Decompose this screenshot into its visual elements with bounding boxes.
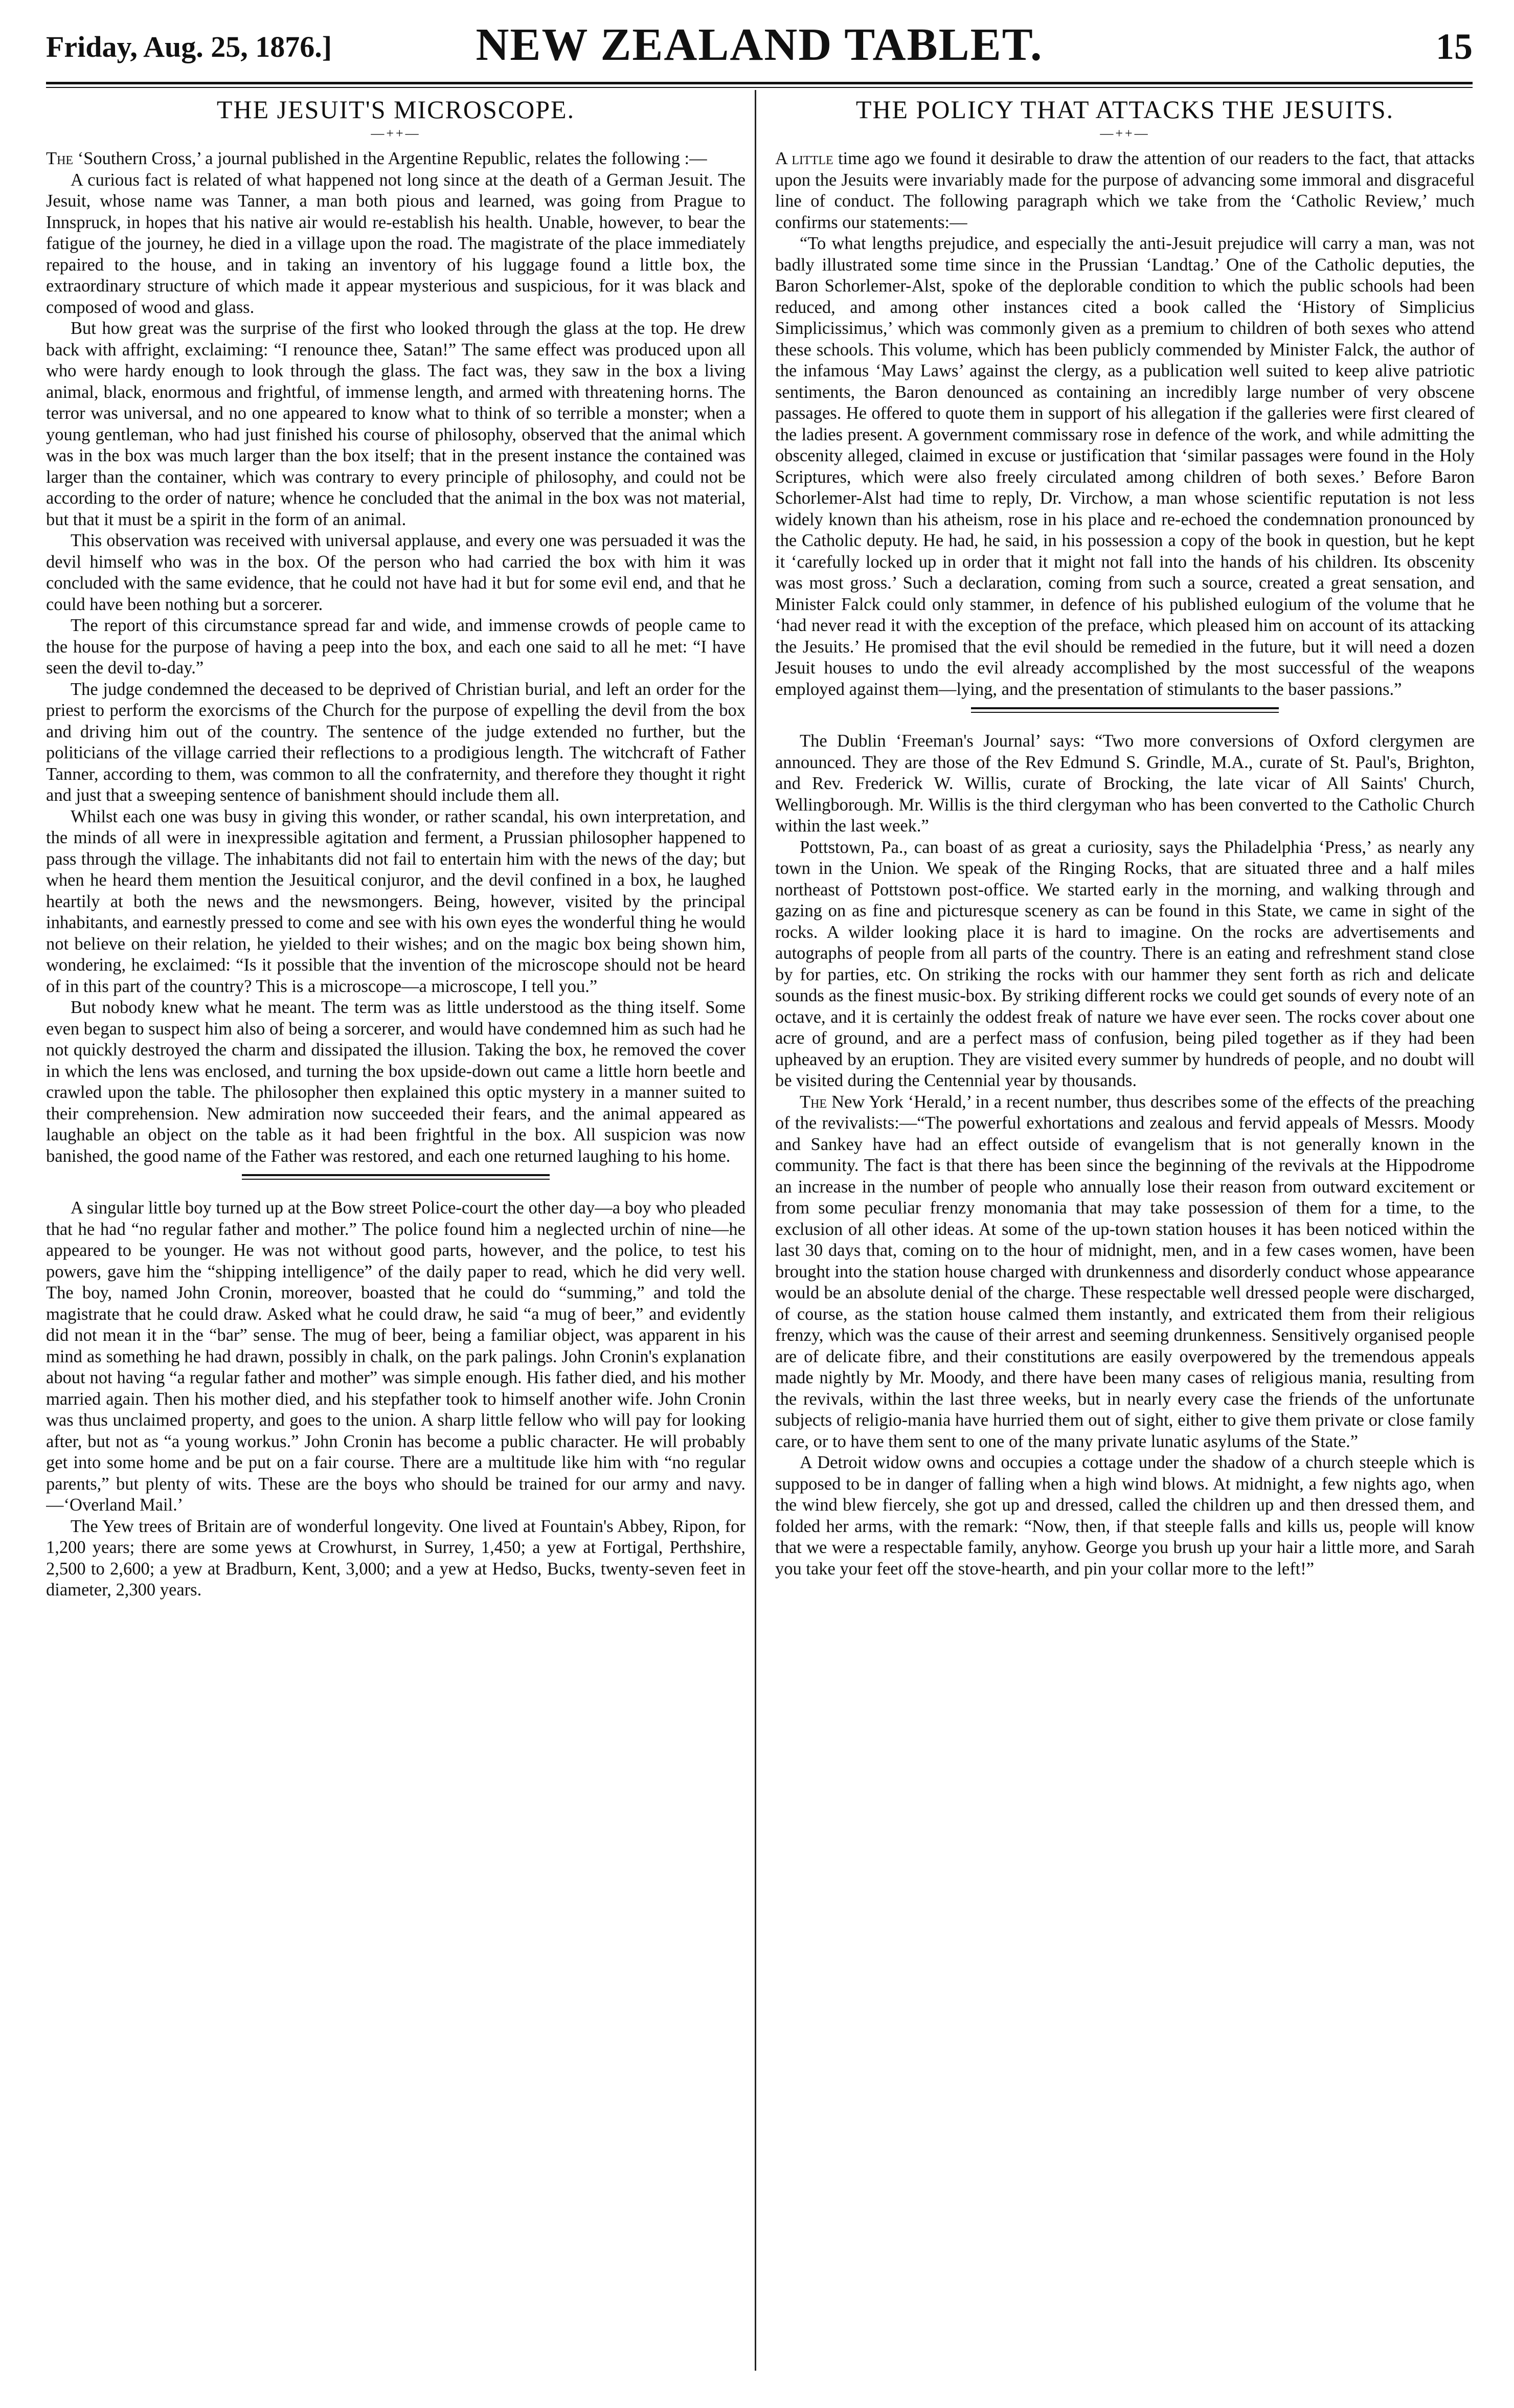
news-item-herald xyxy=(775,1092,1475,1453)
article-paragraph: A curious fact is related of what happened not long since at the death of a German Jesuit. The Jesuit, whose name was Tanner, a man both pious and learned, was going from Prague to Innspruck, in hopes that his native air would re-establish his health. Unable, however, to bear the fatigue of the journey, he died in a village upon the road. The magistrate of the place immediately repaired to the house, and in taking an inventory of his luggage found a little box, the extraordinary structure of which made it appear mysterious and suspicious, for it was black and composed of wood and glass. xyxy=(46,170,745,317)
issue-date: Friday, Aug. 25, 1876.] xyxy=(46,30,332,63)
news-item-cronin: A singular little boy turned up at the Bow street Police-court the other day—a boy who pleaded that he had “no regular father and mother.” The police found him a neglected urchin of nine—he appeared to be younger. He was not without good parts, however, and the police, to test his powers, gave him the “shipping intelligence” of the daily paper to read, which he did very well. The boy, named John Cronin, moreover, boasted that he could do “summing,” and told the magistrate that he could draw. Asked what he could draw, he said “a mug of beer,” and evidently did not mean it in the “bar” sense. The mug of beer, being a familiar object, was apparent in his mind as something he had drawn, possibly in chalk, on the park palings. John Cronin's explanation about not having “a regular father and mother” was simple enough. His father died, and his mother married again. Then his mother died, and his stepfather took to himself another wife. John Cronin was thus unclaimed property, and goes to the union. A sharp little fellow who will pay for looking after, but not as “a young workus.” John Cronin has become a public character. He will probably get into some home and be put on a fair course. There are a multitude like him with “no regular parents,” but plenty of wits. These are the boys who should be trained for our army and navy.—‘Overland Mail.’ xyxy=(46,1198,745,1515)
lead-word: The xyxy=(46,149,74,168)
paragraph-text: New York ‘Herald,’ in a recent number, thus describes some of the effects of the preaching of the revivalists:—“The powerful exhortations and zealous and fervid appeals of Messrs. Moody and Sankey have had an effect outside of evangelism that is not generally known in the community. The fact is that there has been since the beginning of the revivals at the Hippodrome an increase in the number of people who annually lose their reason from outward excitement or from some peculiar frenzy monomania that may take possession of them for a time, to the exclusion of all other ideas. At some of the up-town station houses it has been noticed within the last 30 days that, coming on to the hour of midnight, men, and in a few cases women, have been brought into the station house charged with drunkenness and disorderly conduct whose appearance would be an absolute denial of the charge. These respectable well dressed people were discharged, of course, as the station house calmed them instantly, and extricated them from their religious frenzy, which was the cause of their arrest and seeming drunkenness. Sensitively organised people are of delicate fibre, and their constitutions are easily overpowered by the tremendous appeals made nightly by Mr. Moody, and there have been many cases of religious mania, resulting from the revivals, within the last three weeks, but in nearly every case the friends of the unfortunate subjects of religio-mania have hurried them out of sight, either to give them private or close family care, or to have them sent to one of the many private lunatic asylums of the State.” xyxy=(775,1092,1475,1451)
masthead-rule xyxy=(46,82,1473,84)
article-title-policy-jesuits: THE POLICY THAT ATTACKS THE JESUITS. xyxy=(855,95,1394,124)
article-paragraph: But how great was the surprise of the first who looked through the glass at the top. He drew back with affright, exclaiming: “I renounce thee, Satan!” The same effect was produced upon all who were hardy enough to look through the glass. The fact was, they saw in the box a living animal, black, enormous and frightful, of immense length, and armed with threatening horns. The terror was universal, and no one appeared to know what to think of so terrible a monster; when a young gentleman, who had just finished his course of philosophy, observed that the animal which was in the box was much larger than the box itself; that in the present instance the contained was larger than the container, which was contrary to every principle of philosophy, and could not be according to the order of nature; whence he concluded that the animal in the box was not material, but that it must be a spirit in the form of an animal. xyxy=(46,319,745,529)
title-ornament: —++— xyxy=(371,126,421,141)
article-paragraph xyxy=(775,148,1475,233)
section-divider xyxy=(242,1174,550,1182)
news-item-dublin: The Dublin ‘Freeman's Journal’ says: “Two more conversions of Oxford clergymen are announced. They are those of the Rev Edmund S. Grindle, M.A., curate of St. Paul's, Brighton, and Rev. Frederick W. Willis, curate of Brocking, the late vicar of All Saints' Church, Wellingborough. Mr. Willis is the third clergyman who has been converted to the Catholic Church within the last week.” xyxy=(775,731,1475,836)
article-paragraph: The judge condemned the deceased to be deprived of Christian burial, and left an order for the priest to perform the exorcisms of the Church for the purpose of expelling the devil from the box and driving him out of the country. The sentence of the judge extended no further, but the politicians of the village carried their reflections to a prodigious length. The witchcraft of Father Tanner, according to them, was common to all the confraternity, and therefore they thought it right and just that a sweeping sentence of banishment should include them all. xyxy=(46,679,745,805)
newspaper-title: NEW ZEALAND TABLET. xyxy=(476,19,1043,70)
news-item-pottstown: Pottstown, Pa., can boast of as great a curiosity, says the Philadelphia ‘Press,’ as nearly any town in the Union. We speak of the Ringing Rocks, that are situated three and a half miles northeast of Pottstown post-office. We started early in the morning, and walking through and gazing on as fine and picturesque scenery as can be found in this State, we came in sight of the rocks. A wilder looking place it is hard to imagine. On the rocks are advertisements and autographs of people from all parts of the country. There is an eating and refreshment stand close by for parties, etc. On striking the rocks with our hammer they sent forth as rich and delicate sounds as the finest music-box. By striking different rocks we could get sounds of every note of an octave, and it is certainly the oddest freak of nature we have ever seen. The rocks cover about one acre of ground, and are a perfect mass of confusion, being piled together as if they had been upheaved by an eruption. They are visited every summer by hundreds of people, and no doubt will be visited during the Centennial year by thousands. xyxy=(775,837,1475,1090)
paragraph-text: ‘Southern Cross,’ a journal published in the Argentine Republic, relates the following :— xyxy=(73,149,707,168)
article-paragraph: Whilst each one was busy in giving this wonder, or rather scandal, his own interpretation, and the minds of all were in inexpressible agitation and ferment, a Prussian philosopher happened to pass through the village. The inhabitants did not fail to entertain him with the news of the day; but when he heard them mention the Jesuitical conjuror, and the devil confined in a box, he laughed heartily at both the news and the newsmongers. Being, however, visited by the principal inhabitants, and earnestly pressed to come and see with his own eyes the wonderful thing he would not believe on their relation, he yielded to their wishes; and on the magic box being shown him, wondering, he exclaimed: “Is it possible that the invention of the microscope should not be heard of in this part of the country? This is a microscope—a microscope, I tell you.” xyxy=(46,806,745,996)
news-item-yew-trees: The Yew trees of Britain are of wonderful longevity. One lived at Fountain's Abbey, Ripon, for 1,200 years; there are some yews at Crowhurst, in Surrey, 1,450; a yew at Fortigal, Perthshire, 2,500 to 2,600; a yew at Bradburn, Kent, 3,000; and a yew at Hedso, Bucks, twenty-seven feet in diameter, 2,300 years. xyxy=(46,1516,745,1600)
left-column xyxy=(46,95,745,2386)
lead-word: A little xyxy=(775,149,833,168)
news-item-detroit: A Detroit widow owns and occupies a cottage under the shadow of a church steeple which is supposed to be in danger of falling when a high wind blows. At midnight, a few nights ago, when the wind blew fiercely, she got up and dressed, called the children up and then dressed them, and folded her arms, with the remark: “Now, then, if that steeple falls and kills us, people will know that we were a respectable family, anyhow. George you brush up your hair a little more, and Sarah you take your feet off the stove-hearth, and pin your collar more to the left!” xyxy=(775,1453,1475,1579)
column-divider xyxy=(755,90,756,2371)
masthead-rule-thin xyxy=(46,87,1473,88)
article-title-jesuit-microscope: THE JESUIT'S MICROSCOPE. xyxy=(216,95,575,124)
lead-word: The xyxy=(800,1092,827,1112)
section-divider xyxy=(971,707,1279,715)
page-number: 15 xyxy=(1436,26,1473,67)
article-quote: “To what lengths prejudice, and especially the anti-Jesuit prejudice will carry a man, was not badly illustrated some time since in the Prussian ‘Landtag.’ One of the Catholic deputies, the Baron Schorlemer-Alst, spoke of the deplorable condition to which the public schools had been reduced, and among other instances cited a book called the ‘History of Simplicius Simplicissimus,’ which was commonly given as a premium to children of both sexes who attend these schools. This volume, which has been publicly commended by Minister Falck, the author of the infamous ‘May Laws’ against the clergy, as a publication well suited to keep alive patriotic sentiments, the Baron denounced as containing an incredibly large number of very obscene passages. He offered to quote them in support of his allegation if the galleries were first cleared of the ladies present. A government commissary rose in defence of the work, and while admitting the obscenity alleged, claimed in excuse or justification that ‘similar passages were found in the Holy Scriptures, which were also freely circulated among children of both sexes.’ Before Baron Schorlemer-Alst had time to reply, Dr. Virchow, a man whose scientific reputation is not less widely known than his atheism, rose in his place and re-echoed the condemnation pronounced by the Catholic deputy. He had, he said, in his possession a copy of the book in question, but he kept it ‘carefully locked up in order that it might not fall into the hands of his children. Its obscenity was most gross.’ Such a declaration, coming from such a source, created a great sensation, and Minister Falck could only stammer, in defence of his published eulogium of the volume that he ‘had never read it with the exception of the preface, which pleased him on account of its attacking the Jesuits.’ He promised that the evil should be remedied in the future, but it will need a dozen Jesuit houses to undo the evil already accomplished by the most successful of the weapons employed against them—lying, and the presentation of stimulants to the baser passions.” xyxy=(775,234,1475,699)
title-ornament: —++— xyxy=(1100,126,1150,141)
article-paragraph: This observation was received with universal applause, and every one was persuaded it was the devil himself who was in the box. Of the person who had carried the box with him it was concluded with the same evidence, that he could not have had it but for some evil end, and that he could have been nothing but a sorcerer. xyxy=(46,531,745,614)
article-paragraph: But nobody knew what he meant. The term was as little understood as the thing itself. Some even began to suspect him also of being a sorcerer, and would have condemned him as such had he not quickly destroyed the charm and dissipated the illusion. Taking the box, he removed the cover in which the lens was enclosed, and turning the box upside-down out came a little horn beetle and crawled upon the table. The philosopher then explained this optic mystery in a manner suited to their comprehension. New admiration now succeeded their fears, and the animal appeared as laughable an object on the table as it had been frightful in the box. All suspicion was now banished, the good name of the Father was restored, and each one returned laughing to his home. xyxy=(46,998,745,1166)
masthead xyxy=(46,14,1473,76)
article-paragraph xyxy=(46,148,745,170)
paragraph-text: time ago we found it desirable to draw the attention of our readers to the fact, that attacks upon the Jesuits were invariably made for the purpose of advancing some immoral and disgraceful line of conduct. The following paragraph which we take from the ‘Catholic Review,’ much confirms our statements:— xyxy=(775,149,1475,232)
article-paragraph: The report of this circumstance spread far and wide, and immense crowds of people came to the house for the purpose of having a peep into the box, and each one said to all he met: “I have seen the devil to-day.” xyxy=(46,616,745,678)
right-column xyxy=(775,95,1475,2386)
